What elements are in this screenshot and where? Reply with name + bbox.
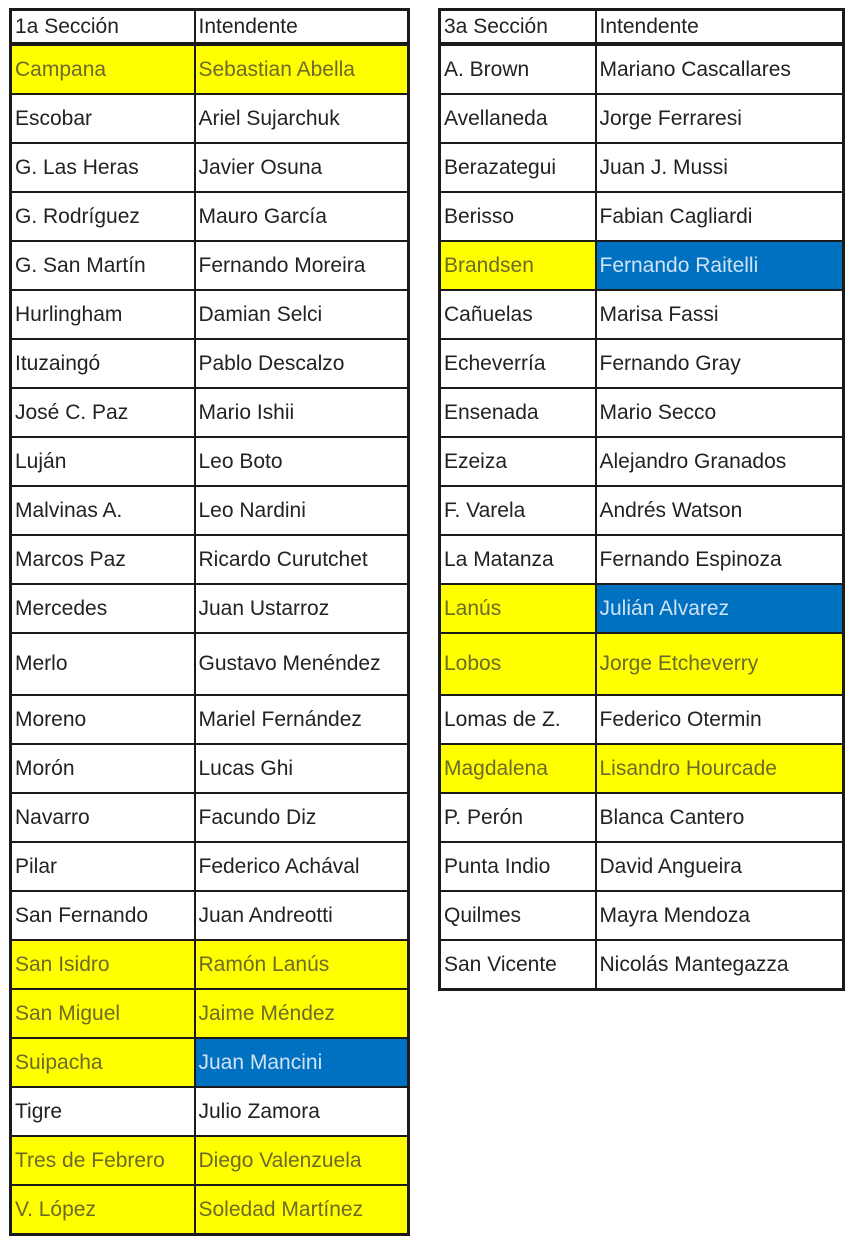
intendente-cell: Mariel Fernández <box>195 695 409 744</box>
intendente-cell: Lucas Ghi <box>195 744 409 793</box>
header-municipio: 1a Sección <box>11 10 195 45</box>
municipio-cell: Navarro <box>11 793 195 842</box>
municipio-cell: Escobar <box>11 94 195 143</box>
municipio-cell: V. López <box>11 1185 195 1235</box>
municipio-cell: Moreno <box>11 695 195 744</box>
municipio-cell: Pilar <box>11 842 195 891</box>
municipio-cell: Brandsen <box>440 241 596 290</box>
intendente-cell: Diego Valenzuela <box>195 1136 409 1185</box>
table-row <box>11 940 409 989</box>
intendente-cell: Juan J. Mussi <box>596 143 844 192</box>
intendente-cell: Leo Nardini <box>195 486 409 535</box>
table-row <box>440 793 844 842</box>
municipio-cell: La Matanza <box>440 535 596 584</box>
municipio-cell: Echeverría <box>440 339 596 388</box>
table-row <box>440 535 844 584</box>
table-row <box>11 535 409 584</box>
municipio-cell: Cañuelas <box>440 290 596 339</box>
intendente-cell: Ariel Sujarchuk <box>195 94 409 143</box>
intendente-cell: Sebastian Abella <box>195 44 409 94</box>
section-1-table <box>9 8 410 1236</box>
municipio-cell: Avellaneda <box>440 94 596 143</box>
table-row <box>11 695 409 744</box>
section-3-body <box>440 10 844 990</box>
intendente-cell: Alejandro Granados <box>596 437 844 486</box>
municipio-cell: Quilmes <box>440 891 596 940</box>
table-row <box>440 744 844 793</box>
intendente-cell: Juan Ustarroz <box>195 584 409 633</box>
municipio-cell: Ezeiza <box>440 437 596 486</box>
intendente-cell: Pablo Descalzo <box>195 339 409 388</box>
table-row <box>11 388 409 437</box>
intendente-cell: Jorge Ferraresi <box>596 94 844 143</box>
table-row <box>440 633 844 695</box>
table-row <box>11 584 409 633</box>
intendente-cell: Soledad Martínez <box>195 1185 409 1235</box>
table-row <box>440 842 844 891</box>
municipio-cell: F. Varela <box>440 486 596 535</box>
municipio-cell: Merlo <box>11 633 195 695</box>
municipio-cell: Punta Indio <box>440 842 596 891</box>
table-row <box>440 388 844 437</box>
municipio-cell: Campana <box>11 44 195 94</box>
intendente-cell: Blanca Cantero <box>596 793 844 842</box>
municipio-cell: Mercedes <box>11 584 195 633</box>
table-row <box>11 793 409 842</box>
table-row <box>11 241 409 290</box>
intendente-cell: Federico Achával <box>195 842 409 891</box>
table-row <box>440 940 844 990</box>
table-row <box>440 94 844 143</box>
intendente-cell: Mario Secco <box>596 388 844 437</box>
intendente-cell: Julián Alvarez <box>596 584 844 633</box>
municipio-cell: Malvinas A. <box>11 486 195 535</box>
municipio-cell: Berisso <box>440 192 596 241</box>
intendente-cell: Ramón Lanús <box>195 940 409 989</box>
table-row <box>11 633 409 695</box>
intendente-cell: Fernando Espinoza <box>596 535 844 584</box>
municipio-cell: Lobos <box>440 633 596 695</box>
intendente-cell: Julio Zamora <box>195 1087 409 1136</box>
section-3-table <box>438 8 845 991</box>
table-row <box>11 842 409 891</box>
table-row <box>440 695 844 744</box>
table-row <box>11 891 409 940</box>
intendente-cell: Fabian Cagliardi <box>596 192 844 241</box>
header-row <box>440 10 844 45</box>
intendente-cell: David Angueira <box>596 842 844 891</box>
municipio-cell: Lanús <box>440 584 596 633</box>
table-row <box>11 744 409 793</box>
table-row <box>11 437 409 486</box>
table-row <box>440 143 844 192</box>
municipio-cell: Suipacha <box>11 1038 195 1087</box>
table-row <box>11 94 409 143</box>
table-row <box>440 486 844 535</box>
table-row <box>440 192 844 241</box>
intendente-cell: Mayra Mendoza <box>596 891 844 940</box>
intendente-cell: Damian Selci <box>195 290 409 339</box>
municipio-cell: Luján <box>11 437 195 486</box>
municipio-cell: Ensenada <box>440 388 596 437</box>
intendente-cell: Gustavo Menéndez <box>195 633 409 695</box>
municipio-cell: Hurlingham <box>11 290 195 339</box>
municipio-cell: San Miguel <box>11 989 195 1038</box>
section-1-body <box>11 10 409 1235</box>
municipio-cell: Ituzaingó <box>11 339 195 388</box>
intendente-cell: Jaime Méndez <box>195 989 409 1038</box>
intendente-cell: Ricardo Curutchet <box>195 535 409 584</box>
municipio-cell: José C. Paz <box>11 388 195 437</box>
table-row <box>11 1185 409 1235</box>
intendente-cell: Jorge Etcheverry <box>596 633 844 695</box>
table-row <box>440 584 844 633</box>
municipio-cell: Tres de Febrero <box>11 1136 195 1185</box>
table-row <box>440 241 844 290</box>
table-row <box>11 192 409 241</box>
table-row <box>11 1038 409 1087</box>
table-row <box>11 486 409 535</box>
municipio-cell: G. Rodríguez <box>11 192 195 241</box>
table-row <box>440 44 844 94</box>
intendente-cell: Marisa Fassi <box>596 290 844 339</box>
municipio-cell: Magdalena <box>440 744 596 793</box>
table-row <box>11 1087 409 1136</box>
municipio-cell: G. Las Heras <box>11 143 195 192</box>
municipio-cell: Tigre <box>11 1087 195 1136</box>
intendente-cell: Fernando Moreira <box>195 241 409 290</box>
intendente-cell: Javier Osuna <box>195 143 409 192</box>
municipio-cell: San Fernando <box>11 891 195 940</box>
table-row <box>11 339 409 388</box>
table-row <box>11 1136 409 1185</box>
intendente-cell: Nicolás Mantegazza <box>596 940 844 990</box>
intendente-cell: Fernando Raitelli <box>596 241 844 290</box>
intendente-cell: Andrés Watson <box>596 486 844 535</box>
table-row <box>440 437 844 486</box>
header-row <box>11 10 409 45</box>
intendente-cell: Mario Ishii <box>195 388 409 437</box>
municipio-cell: San Isidro <box>11 940 195 989</box>
table-row <box>440 339 844 388</box>
header-intendente: Intendente <box>596 10 844 45</box>
intendente-cell: Lisandro Hourcade <box>596 744 844 793</box>
table-row <box>11 44 409 94</box>
table-row <box>440 891 844 940</box>
intendente-cell: Leo Boto <box>195 437 409 486</box>
municipio-cell: G. San Martín <box>11 241 195 290</box>
header-municipio: 3a Sección <box>440 10 596 45</box>
municipio-cell: Berazategui <box>440 143 596 192</box>
table-row <box>440 290 844 339</box>
municipio-cell: Marcos Paz <box>11 535 195 584</box>
header-intendente: Intendente <box>195 10 409 45</box>
table-row <box>11 143 409 192</box>
municipio-cell: A. Brown <box>440 44 596 94</box>
intendente-cell: Juan Andreotti <box>195 891 409 940</box>
intendente-cell: Mariano Cascallares <box>596 44 844 94</box>
municipio-cell: Lomas de Z. <box>440 695 596 744</box>
municipio-cell: P. Perón <box>440 793 596 842</box>
intendente-cell: Facundo Diz <box>195 793 409 842</box>
table-row <box>11 989 409 1038</box>
municipio-cell: Morón <box>11 744 195 793</box>
table-row <box>11 290 409 339</box>
intendente-cell: Federico Otermin <box>596 695 844 744</box>
intendente-cell: Fernando Gray <box>596 339 844 388</box>
municipio-cell: San Vicente <box>440 940 596 990</box>
intendente-cell: Juan Mancini <box>195 1038 409 1087</box>
intendente-cell: Mauro García <box>195 192 409 241</box>
